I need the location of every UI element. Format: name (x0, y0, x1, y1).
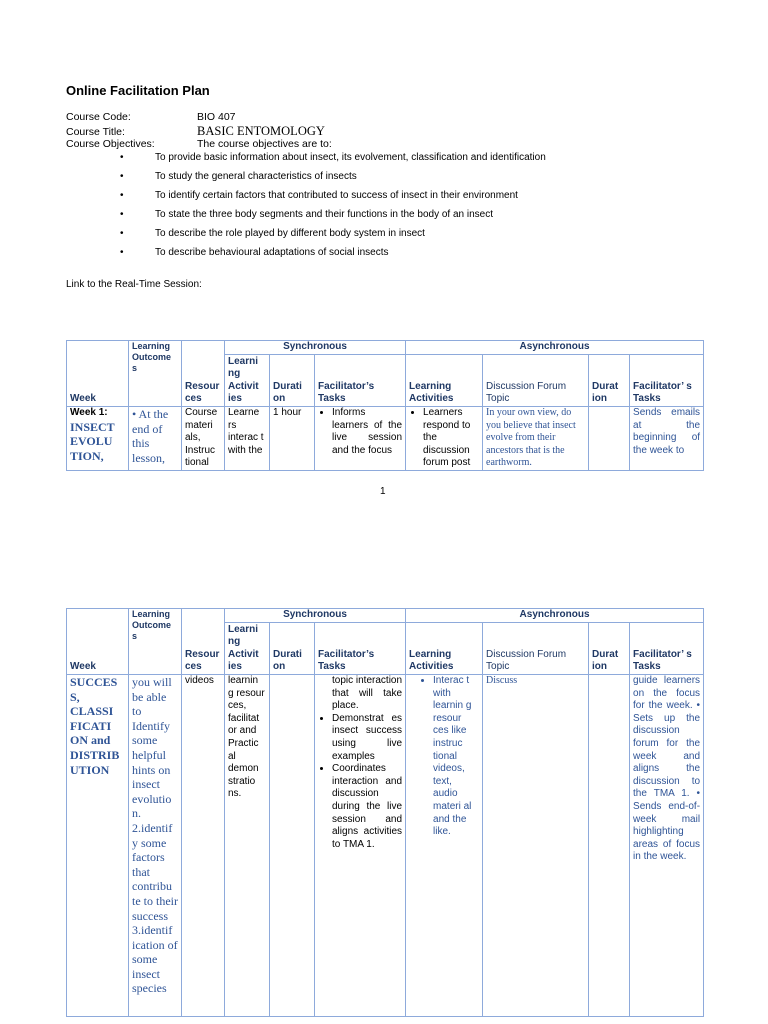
list-bullet: • (120, 152, 124, 163)
objective-item: To provide basic information about insect, its evolvement, classification and identification (155, 152, 546, 163)
header-discussion-topic: Discussion Forum Topic (483, 623, 589, 675)
cell-week: SUCCES S, CLASSI FICATI ON and DISTRIB UTION (67, 675, 129, 1017)
header-asynchronous: Asynchronous (406, 341, 704, 355)
header-async-learning-activities: Learning Activities (406, 623, 483, 675)
document-title: Online Facilitation Plan (66, 83, 210, 98)
header-synchronous: Synchronous (225, 341, 406, 355)
objective-item: To state the three body segments and their functions in the body of an insect (155, 209, 493, 220)
header-discussion-topic: Discussion Forum Topic (483, 355, 589, 407)
header-async-duration: Durat ion (589, 623, 630, 675)
header-sync-learning-activities: Learni ng Activit ies (225, 623, 270, 675)
list-bullet: • (120, 228, 124, 239)
objective-item: To study the general characteristics of insects (155, 171, 357, 182)
outcome-text: At the end of this lesson, (132, 407, 169, 465)
header-learning-outcomes: Learning Outcome s (129, 341, 182, 407)
facilitation-table-page1 (66, 340, 704, 471)
header-synchronous: Synchronous (225, 609, 406, 623)
cell-async-task: guide learners on the focus for the week. • Sets up the discussion forum for the week and aligns the discussion to the TMA 1. • Sends end-of-week mail highlighting areas of focus in the week. (630, 675, 704, 1017)
header-sync-duration: Durati on (270, 355, 315, 407)
outcome-bullet: • (132, 407, 137, 421)
cell-learning-outcome: you will be able to Identify some helpful hints on insect evolutio n. 2.identif y some factors that contribu te to their success 3.identif ication of some insect species (129, 675, 182, 1017)
cell-sync-task (315, 675, 406, 1017)
header-sync-facilitator-tasks: Facilitator’s Tasks (315, 355, 406, 407)
cell-resources: Course materi als, Instruc tional (182, 407, 225, 471)
cell-async-activity (406, 675, 483, 1017)
cell-discussion-topic: Discuss (483, 675, 589, 1017)
course-objectives-intro: The course objectives are to: (197, 138, 332, 150)
header-sync-learning-activities: Learni ng Activit ies (225, 355, 270, 407)
week-title: INSECT EVOLU TION, (70, 419, 115, 463)
course-title-label: Course Title: (66, 126, 125, 138)
header-async-duration: Durat ion (589, 355, 630, 407)
page-number: 1 (380, 486, 386, 497)
week-label: Week 1: (70, 407, 108, 418)
sync-task-item: • Informs learners of the live session and the focus (332, 407, 402, 457)
course-title-value: BASIC ENTOMOLOGY (197, 124, 325, 138)
course-code-value: BIO 407 (197, 111, 236, 123)
header-sync-facilitator-tasks: Facilitator’s Tasks (315, 623, 406, 675)
header-week: Week (67, 341, 129, 407)
sync-task-intro: topic interaction that will take place. (332, 675, 403, 712)
list-bullet: • (120, 247, 124, 258)
cell-async-duration (589, 407, 630, 471)
header-resources: Resour ces (182, 609, 225, 675)
async-activity-item: • Interac t with learnin g resour ces like instruc tional videos, text, audio materi al and the like. (433, 675, 479, 839)
sync-task-item: • Coordinates interaction and discussion during the live session and aligns activities to TMA 1. (332, 763, 402, 851)
cell-sync-duration: 1 hour (270, 407, 315, 471)
cell-async-activity (406, 407, 483, 471)
cell-sync-activity: Learne rs interac t with the (225, 407, 270, 471)
header-week: Week (67, 609, 129, 675)
objective-item: To describe behavioural adaptations of social insects (155, 247, 389, 258)
cell-learning-outcome (129, 407, 182, 471)
cell-sync-duration (270, 675, 315, 1017)
header-async-facilitator-tasks: Facilitator’ s Tasks (630, 623, 704, 675)
objective-item: To describe the role played by different body system in insect (155, 228, 425, 239)
header-resources: Resour ces (182, 341, 225, 407)
facilitation-table-page2 (66, 608, 704, 1017)
cell-resources: videos (182, 675, 225, 1017)
cell-week (67, 407, 129, 471)
cell-discussion-topic: In your own view, do you believe that insect evolve from their ancestors that is the earthworm. (483, 407, 589, 471)
list-bullet: • (120, 190, 124, 201)
header-learning-outcomes: Learning Outcome s (129, 609, 182, 675)
list-bullet: • (120, 209, 124, 220)
cell-async-task: Sends emails at the beginning of the week to (630, 407, 704, 471)
course-code-label: Course Code: (66, 111, 131, 123)
async-activity-item: • Learners respond to the discussion forum post (423, 407, 479, 470)
realtime-link-label: Link to the Real-Time Session: (66, 279, 202, 290)
header-asynchronous: Asynchronous (406, 609, 704, 623)
sync-task-item: • Demonstrat es insect success using live examples (332, 713, 402, 763)
cell-sync-task (315, 407, 406, 471)
header-async-learning-activities: Learning Activities (406, 355, 483, 407)
list-bullet: • (120, 171, 124, 182)
header-sync-duration: Durati on (270, 623, 315, 675)
cell-sync-activity: learnin g resour ces, facilitat or and Practic al demon stratio ns. (225, 675, 270, 1017)
cell-async-duration (589, 675, 630, 1017)
header-async-facilitator-tasks: Facilitator’ s Tasks (630, 355, 704, 407)
course-objectives-label: Course Objectives: (66, 138, 155, 150)
objective-item: To identify certain factors that contributed to success of insect in their environment (155, 190, 518, 201)
